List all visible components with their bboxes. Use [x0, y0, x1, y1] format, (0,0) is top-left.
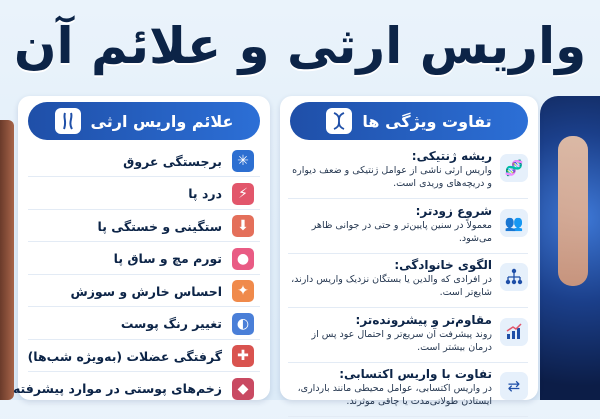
- feature-title: الگوی خانوادگی:: [394, 258, 492, 272]
- symptoms-panel-title: علائم واریس ارثی: [90, 111, 234, 131]
- symptom-label: گرفتگی عضلات (به‌ویژه شب‌ها): [27, 348, 222, 364]
- symptoms-panel-header: [28, 102, 260, 140]
- comparison-icon: ⇄: [500, 372, 528, 400]
- list-item: [288, 146, 528, 199]
- feature-desc: در واریس اکتسابی، عوامل محیطی مانند بارداری، ایستادن طولانی‌مدت یا چاقی موثرند.: [297, 383, 492, 407]
- features-list: [288, 146, 528, 419]
- feature-desc: در افرادی که والدین یا بستگان نزدیک واریس دارند، شایع‌تر است.: [291, 274, 492, 298]
- list-item: [288, 201, 528, 254]
- features-panel-title: تفاوت ویژگی ها: [362, 111, 492, 131]
- feature-title: تفاوت با واریس اکتسابی:: [339, 367, 492, 381]
- vein-leg-icon: [55, 108, 81, 134]
- feature-title: ریشه ژنتیکی:: [411, 149, 492, 163]
- symptoms-list: [12, 146, 260, 406]
- feature-desc: روند پیشرفت آن سریع‌تر و احتمال عود پس از درمان بیشتر است.: [311, 328, 492, 353]
- snowflake-vein-icon: ✳: [232, 150, 254, 172]
- list-item: [288, 255, 528, 308]
- muscle-cramp-icon: ✚: [232, 345, 254, 367]
- features-panel-header: [290, 102, 528, 140]
- symptom-label: ستگینی و خستگی پا: [97, 218, 222, 234]
- symptom-label: برجستگی عروق: [123, 153, 222, 169]
- leg-photo-left: [0, 120, 14, 400]
- people-icon: 👥: [500, 209, 528, 237]
- leg-photo-right: [540, 96, 600, 400]
- symptoms-panel: [12, 96, 270, 400]
- symptom-label: درد پا: [188, 186, 222, 201]
- symptom-label: زخم‌های پوستی در موارد پیشرفته: [12, 381, 222, 396]
- feature-title: مقاوم‌تر و پیشرونده‌تر:: [355, 312, 492, 327]
- list-item: [288, 364, 528, 417]
- list-item: [288, 310, 528, 363]
- skin-ulcer-icon: ◆: [232, 378, 254, 400]
- page-title: واریس ارثی و علائم آن: [13, 17, 587, 75]
- list-item: [28, 276, 260, 307]
- itch-burn-icon: ✦: [232, 280, 254, 302]
- feature-desc: معمولاً در سنین پایین‌تر و حتی در جوانی ظاهر می‌شود.: [311, 219, 492, 244]
- list-item: [28, 146, 260, 177]
- list-item: [28, 341, 260, 372]
- skin-color-icon: ◐: [232, 313, 254, 335]
- features-panel: [280, 96, 538, 407]
- list-item: [28, 211, 260, 242]
- leg-fatigue-icon: ⬇: [232, 215, 254, 237]
- list-item: [28, 309, 260, 340]
- family-tree-icon: [500, 263, 528, 291]
- feature-title: شروع زودتر:: [415, 203, 492, 218]
- ankle-swelling-icon: ●: [232, 248, 254, 270]
- dna-icon: 🧬: [500, 154, 528, 182]
- dna-icon: [326, 108, 352, 134]
- leg-pain-icon: ⚡: [232, 183, 254, 205]
- feature-desc: واریس ارثی ناشی از عوامل ژنتیکی و ضعف دیواره و دریچه‌های وریدی است.: [292, 165, 492, 189]
- list-item: [28, 179, 260, 210]
- growth-chart-icon: [500, 318, 528, 346]
- symptom-label: تغییر رنگ پوست: [120, 316, 222, 331]
- symptom-label: تورم مچ و ساق پا: [113, 251, 222, 266]
- list-item: [28, 244, 260, 275]
- vein-illustration: [558, 136, 588, 286]
- symptom-label: احساس خارش و سوزش: [70, 283, 222, 299]
